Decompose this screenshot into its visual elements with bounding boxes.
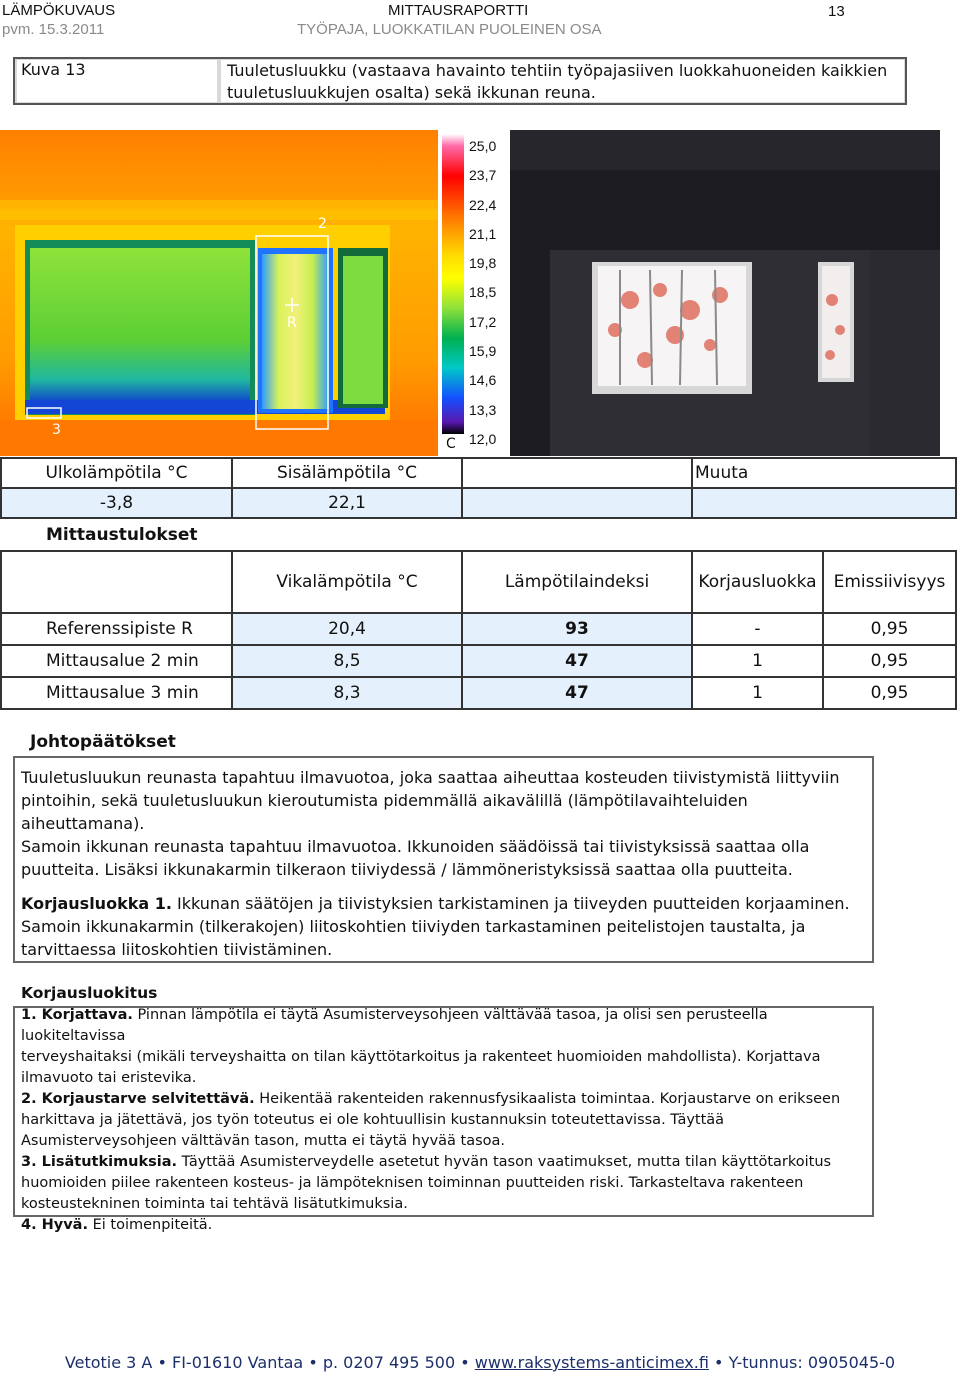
scale-unit: C <box>446 436 456 452</box>
repair-class-line <box>21 892 871 915</box>
other-header: Muuta <box>691 457 957 489</box>
conditions-spacer <box>461 457 693 489</box>
repair-class-line: Samoin ikkunakarmin (tilkerakojen) liitoskohtien tiiviyden tarkastaminen peitelistojen taustalta, ja <box>21 917 806 936</box>
outdoor-temp-value: -3,8 <box>0 487 233 519</box>
class-item-line: kosteustekninen toiminta tai tehtävä lisätutkimuksia. <box>21 1196 408 1212</box>
footer-bullet: • <box>308 1353 323 1372</box>
row-emissivity: 0,95 <box>822 644 957 678</box>
report-date: pvm. 15.3.2011 <box>2 21 105 38</box>
scale-tick: 14,6 <box>469 372 497 389</box>
conclusion-line: pintoihin, sekä tuuletusluukun kieroutumista pidemmällä aikavälillä (lämpötilavaihteluiden aiheuttamana). <box>21 791 748 833</box>
class-item-line <box>21 1089 871 1110</box>
class-item-text: Pinnan lämpötila ei täytä Asumisterveysohjeen välttävää tasoa, ja olisi sen perusteella luokiteltavissa <box>21 1007 768 1044</box>
class-item-line: harkittava ja jätettävä, jos työn toteutus ei ole kohtuullisin kustannuksin toteutettavissa. Täyttää <box>21 1112 725 1128</box>
row-index: 47 <box>461 644 693 678</box>
conclusions-title: Johtopäätökset <box>30 732 176 752</box>
class-item-line: terveyshaitaksi (mikäli terveyshaitta on tilan käyttötarkoitus ja rakenteet huomioiden mahdollista). Korjattava <box>21 1049 821 1065</box>
scale-ticks <box>469 132 496 454</box>
class-item-line: Asumisterveysohjeen välttävän tason, mutta ei täytä hyvää tasoa. <box>21 1133 506 1149</box>
class-item-line <box>21 1005 871 1047</box>
conclusion-line: Tuuletusluukun reunasta tapahtuu ilmavuotoa, joka saattaa aiheuttaa kosteuden tiivistymistä liittyviin <box>21 768 840 787</box>
caption-text: Tuuletusluukku (vastaava havainto tehtiin työpajasiiven luokkahuoneiden kaikkien tuuletusluukkujen osalta) sekä ikkunan reuna. <box>221 60 904 102</box>
class-item-text: Täyttää Asumisterveydelle asetetut hyvän tason vaatimukset, mutta tilan käyttötarkoitus <box>177 1154 832 1170</box>
measurement-area-2-label: 2 <box>318 216 327 232</box>
class-item-text: Heikentää rakenteiden rakennusfysikaalista toimintaa. Korjaustarve on erikseen <box>254 1091 841 1107</box>
class-item-line: ilmavuoto tai eristevika. <box>21 1070 197 1086</box>
class-item-line <box>21 1152 871 1173</box>
footer-bullet: • <box>460 1353 475 1372</box>
row-name: Mittausalue 2 min <box>0 644 233 678</box>
footer-business-id: Y-tunnus: 0905045-0 <box>728 1353 896 1372</box>
row-index: 47 <box>461 676 693 710</box>
row-class: 1 <box>691 676 824 710</box>
conclusions-text <box>21 766 871 961</box>
class-item-bold: 3. Lisätutkimuksia. <box>21 1154 178 1170</box>
scale-tick: 12,0 <box>469 430 497 447</box>
scale-tick: 19,8 <box>469 255 497 272</box>
thermal-image <box>0 130 438 456</box>
footer-bullet: • <box>157 1353 172 1372</box>
report-type: LÄMPÖKUVAUS <box>2 2 116 19</box>
repair-class-line: tarvittaessa liitoskohtien tiivistäminen. <box>21 940 333 959</box>
col-emissivity: Emissiivisyys <box>822 550 957 614</box>
conclusion-line: puutteita. Lisäksi ikkunakarmin tilkeraon tiiviydessä / lämmöneristyksissä saattaa olla puutteita. <box>21 860 793 879</box>
conditions-value-spacer <box>461 487 693 519</box>
scale-tick: 13,3 <box>469 401 497 418</box>
indoor-temp-value: 22,1 <box>231 487 463 519</box>
row-temp: 8,5 <box>231 644 463 678</box>
visual-photo <box>510 130 940 456</box>
report-subtitle: TYÖPAJA, LUOKKATILAN PUOLEINEN OSA <box>297 21 602 38</box>
footer-city: FI-01610 Vantaa <box>172 1353 304 1372</box>
indoor-temp-header: Sisälämpötila °C <box>231 457 463 489</box>
classification-text <box>21 1005 871 1236</box>
class-item-line: huomioiden piilee rakenteen kosteus- ja lämpöteknisen toiminnan puutteiden riski. Tarkasteltava rakenteen <box>21 1175 804 1191</box>
measurement-area-3-label: 3 <box>52 422 61 438</box>
scale-tick: 21,1 <box>469 225 497 242</box>
col-fault-temp: Vikalämpötila °C <box>231 550 463 614</box>
results-title: Mittaustulokset <box>46 525 198 545</box>
row-emissivity: 0,95 <box>822 612 957 646</box>
class-item-bold: 4. Hyvä. <box>21 1217 88 1233</box>
row-temp: 8,3 <box>231 676 463 710</box>
row-name: Referenssipiste R <box>0 612 233 646</box>
temperature-scale <box>438 130 510 456</box>
footer <box>0 1353 960 1372</box>
classification-title: Korjausluokitus <box>21 984 158 1002</box>
footer-website-link[interactable]: www.raksystems-anticimex.fi <box>474 1353 709 1372</box>
col-temp-index: Lämpötilaindeksi <box>461 550 693 614</box>
class-item-text: Ei toimenpiteitä. <box>87 1217 213 1233</box>
report-title: MITTAUSRAPORTTI <box>388 2 529 19</box>
results-corner <box>0 550 233 614</box>
row-class: 1 <box>691 644 824 678</box>
row-temp: 20,4 <box>231 612 463 646</box>
row-index: 93 <box>461 612 693 646</box>
scale-tick: 25,0 <box>469 138 497 154</box>
row-class: - <box>691 612 824 646</box>
footer-phone: p. 0207 495 500 <box>322 1353 456 1372</box>
scale-tick: 22,4 <box>469 196 497 213</box>
repair-class-text: Ikkunan säätöjen ja tiivistyksien tarkistaminen ja tiiveyden puutteiden korjaaminen. <box>171 894 850 913</box>
row-name: Mittausalue 3 min <box>0 676 233 710</box>
conclusion-line: Samoin ikkunan reunasta tapahtuu ilmavuotoa. Ikkunoiden säädöissä tai tiivistyksissä saattaa olla <box>21 837 810 856</box>
class-item-bold: 1. Korjattava. <box>21 1007 133 1023</box>
page-number: 13 <box>828 3 845 20</box>
scale-tick: 23,7 <box>469 167 497 184</box>
scale-tick: 18,5 <box>469 284 497 301</box>
color-scale-bar <box>442 134 464 434</box>
scale-tick: 15,9 <box>469 343 497 360</box>
footer-address: Vetotie 3 A <box>64 1353 153 1372</box>
repair-class-bold: Korjausluokka 1. <box>21 894 172 913</box>
other-value <box>691 487 957 519</box>
class-item-bold: 2. Korjaustarve selvitettävä. <box>21 1091 255 1107</box>
col-repair-class: Korjausluokka <box>691 550 824 614</box>
footer-bullet: • <box>714 1353 729 1372</box>
caption-label: Kuva 13 <box>17 60 217 102</box>
row-emissivity: 0,95 <box>822 676 957 710</box>
class-item-line <box>21 1215 871 1236</box>
outdoor-temp-header: Ulkolämpötila °C <box>0 457 233 489</box>
scale-tick: 17,2 <box>469 313 497 330</box>
reference-point-label: R <box>287 315 297 331</box>
